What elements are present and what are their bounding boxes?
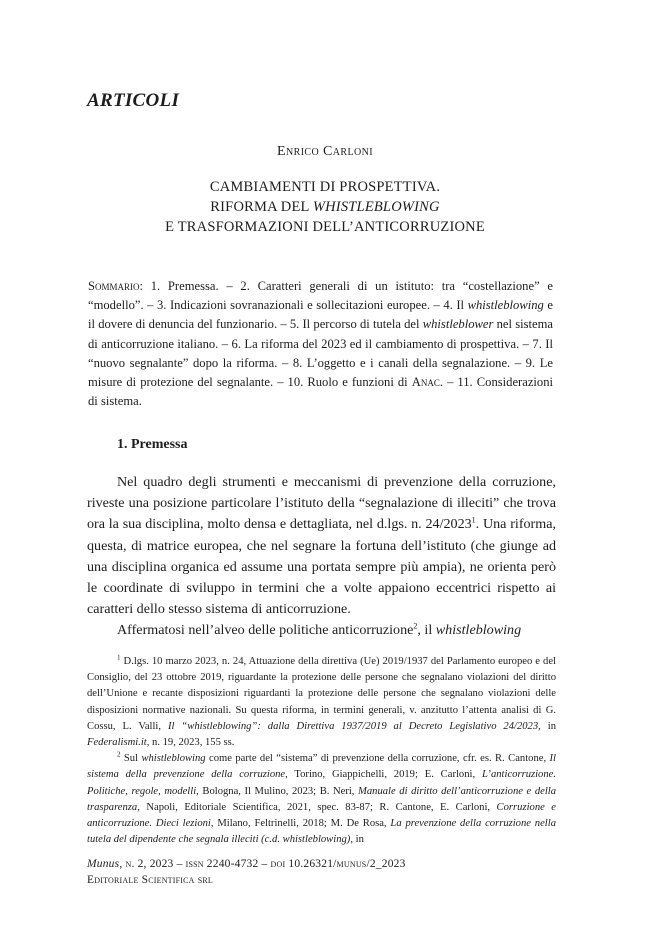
summary-label: Sommario [88,279,140,293]
section-label: ARTICOLI [87,90,180,111]
title-line-2: RIFORMA DEL WHISTLEBLOWING [210,199,440,215]
footnote-ref-1[interactable]: 1 [471,515,476,525]
footnotes [87,654,556,848]
journal-citation: Munus, n. 2, 2023 – issn 2240-4732 – doi 10.26321/munus/2_2023 [87,858,406,870]
publisher-name: Editoriale Scientifica srl [87,874,213,886]
page-footer [87,856,406,888]
body-text [87,472,556,642]
footnote-ref-2[interactable]: 2 [413,621,418,631]
footnote-2: $^2$ Sul whistleblowing come parte del “sistema” di prevenzione della corruzione, cfr. es. R. Cantone, Il sistema della prevenzione della corruzione, Torino, Giappichelli, 2019; E. Carloni, L’anticorruzione. Politiche, regole, modelli, Bologna, Il Mulino, 2023; B. Neri, Manuale di diritto dell’anticorruzione e della trasparenza, Napoli, Editoriale Scientifica, 2021, spec. 83-87; R. Cantone, E. Carloni, Corruzione e anticorruzione. Dieci lezioni, Milano, Feltrinelli, 2018; M. De Rosa, La prevenzione della corruzione nella tutela del dipendente che segnala illeciti (c.d. whistleblowing), in [87,750,557,846]
article-title [80,177,570,237]
title-line-1: CAMBIAMENTI DI PROSPETTIVA. [209,179,441,195]
title-line-3: E TRASFORMAZIONI DELL’ANTICORRUZIONE [165,219,485,235]
section-heading: 1. Premessa [117,437,188,452]
paragraph-1: Nel quadro degli strumenti e meccanismi di prevenzione della corruzione, riveste una posizione particolare l’istituto della “segnalazione di illeciti” che trova ora la sua disciplina, molto densa e dettagliata, nel d.lgs. n. 24/2023$^1$. Una riforma, questa, di matrice europea, che nel segnare la fortuna dell’istituto (che giunge ad una disciplina organica ed assume una portata sempre più ampia), ne orienta però le coordinate di sviluppo in termini che a volte appaiono eccentrici rispetto ai caratteri dello stesso sistema di anticorruzione. [87,474,556,618]
paragraph-2: Affermatosi nell’alveo delle politiche anticorruzione$^2$, il whistleblowing [117,621,522,639]
footnote-1: $^1$ D.lgs. 10 marzo 2023, n. 24, Attuazione della direttiva (Ue) 2019/1937 del Parlamento europeo e del Consiglio, del 23 ottobre 2019, riguardante la protezione delle persone che segnalano violazioni del diritto dell’Unione e recante disposizioni riguardanti la protezione delle persone che segnalano violazioni delle disposizioni normative nazionali. Su questa riforma, in termini generali, v. anzitutto l’attenta analisi di G. Cossu, L. Valli, Il “whistleblowing”: dalla Direttiva 1937/2019 al Decreto Legislativo 24/2023, in Federalismi.it, n. 19, 2023, 155 ss. [87,653,556,749]
author-name: Enrico Carloni [277,144,373,159]
table-of-contents-summary: Sommario: 1. Premessa. – 2. Caratteri generali di un istituto: tra “costellazione” e “modello”. – 3. Indicazioni sovranazionali e sollecitazioni europee. – 4. Il whistleblowing e il dovere di denuncia del funzionario. – 5. Il percorso di tutela del whistleblower nel sistema di anticorruzione italiano. – 6. La riforma del 2023 ed il cambiamento di prospettiva. – 7. Il “nuovo segnalante” dopo la riforma. – 8. L’oggetto e i canali della segnalazione. – 9. Le misure di protezione del segnalante. – 10. Ruolo e funzioni di Anac. – 11. Considerazioni di sistema. [88,279,554,409]
